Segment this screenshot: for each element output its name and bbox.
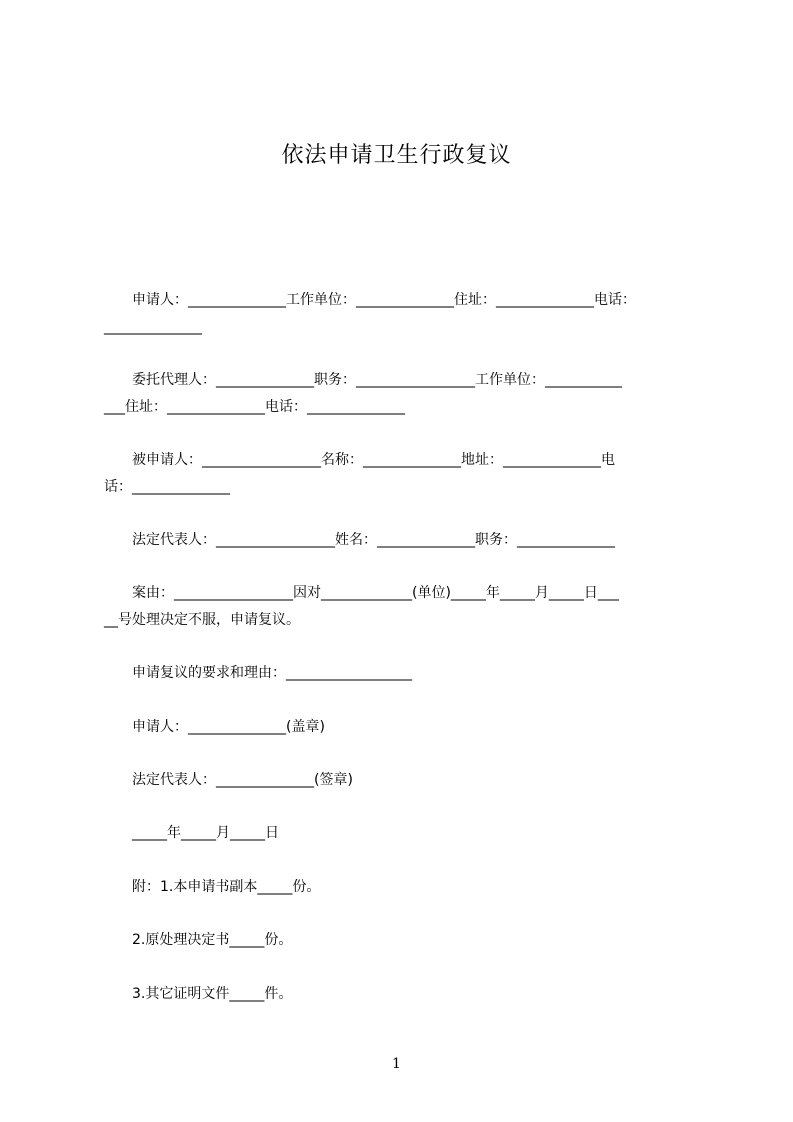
attachment-line-2: 2.原处理决定书_____份。 bbox=[104, 932, 293, 948]
attachment-line-3: 3.其它证明文件_____件。 bbox=[104, 986, 293, 1002]
representative-signature-line: 法定代表人：______________(签章) bbox=[104, 772, 353, 788]
request-reason-line: 申请复议的要求和理由：__________________ bbox=[104, 665, 412, 681]
case-reason-continuation: __号处理决定不服，申请复议。 bbox=[104, 612, 300, 628]
page-number: 1 bbox=[392, 1056, 401, 1072]
legal-representative-line: 法定代表人：_________________姓名：______________职务：______________ bbox=[104, 532, 615, 548]
respondent-phone-continuation: 话：______________ bbox=[104, 479, 230, 495]
respondent-line: 被申请人：_________________名称：______________地址：______________电 bbox=[104, 452, 615, 468]
applicant-line: 申请人：______________工作单位：______________住址：______________电话： bbox=[104, 292, 636, 308]
applicant-phone-continuation: ______________ bbox=[104, 319, 202, 335]
agent-address-continuation: ___住址：______________电话：______________ bbox=[104, 399, 405, 415]
case-reason-line: 案由：_________________因对_____________(单位)_____年_____月_____日___ bbox=[104, 585, 619, 601]
page-title: 依法申请卫生行政复议 bbox=[281, 143, 512, 168]
applicant-seal-line: 申请人：______________(盖章) bbox=[104, 719, 325, 735]
attachment-line-1: 附：1.本申请书副本_____份。 bbox=[104, 879, 321, 895]
agent-line: 委托代理人：______________职务：_________________工作单位：___________ bbox=[104, 372, 622, 388]
date-line: _____年_____月_____日 bbox=[104, 825, 279, 841]
